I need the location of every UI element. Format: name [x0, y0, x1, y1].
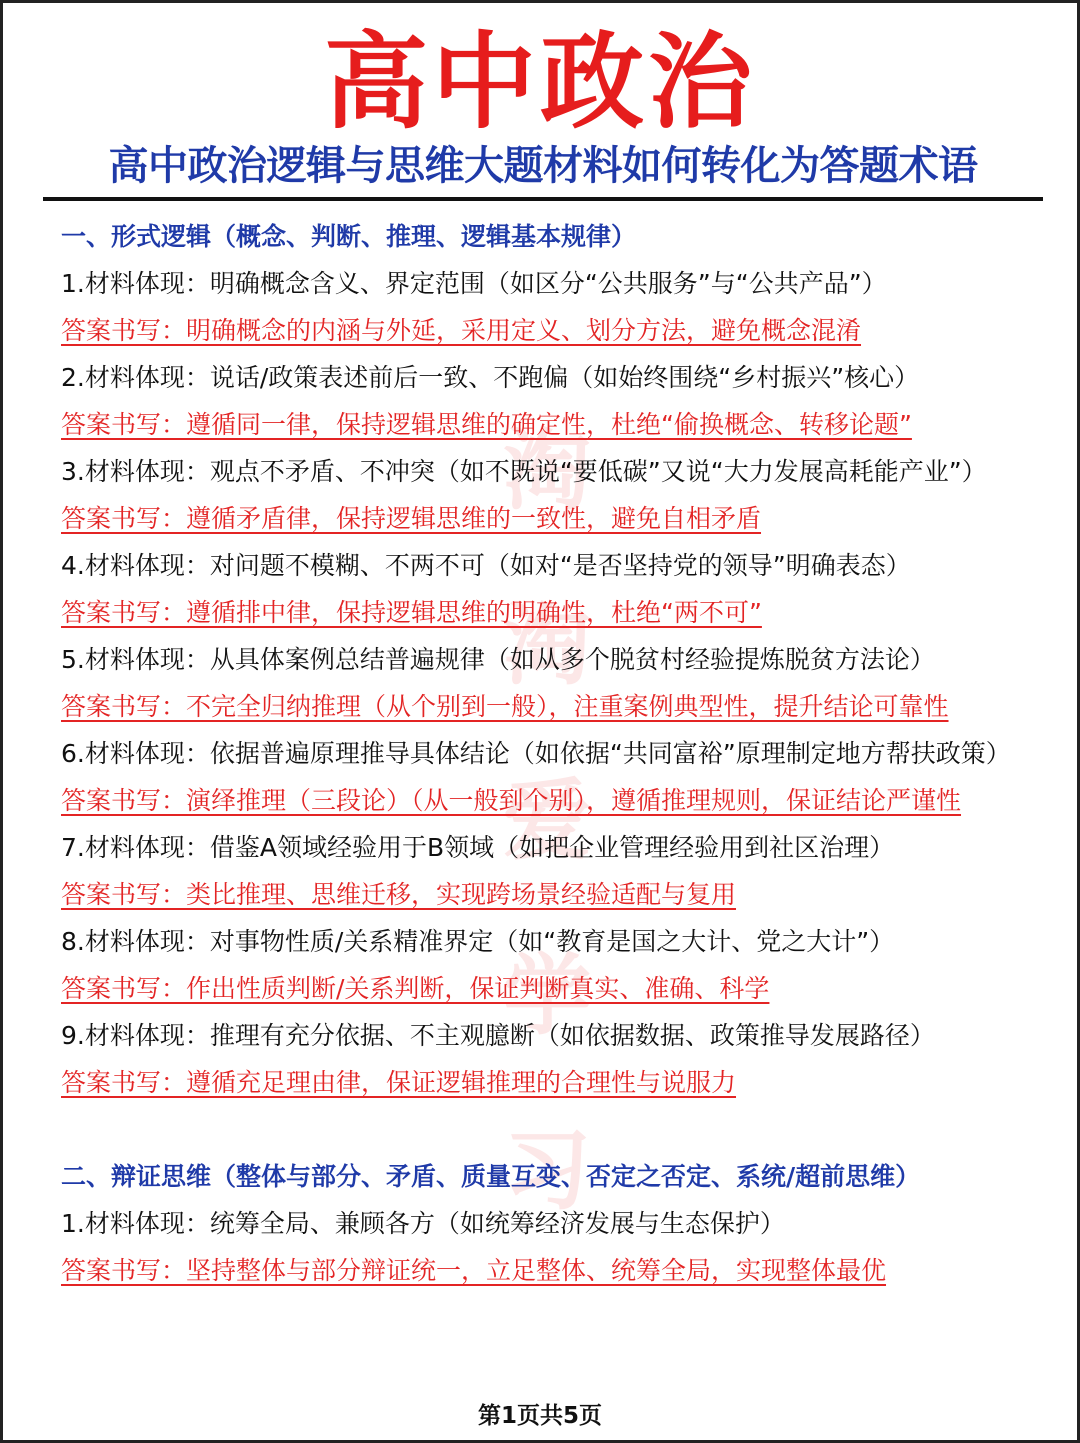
answer-item: [61, 495, 1041, 542]
answer-item: [61, 1247, 1041, 1294]
answer-item: [61, 307, 1041, 354]
section-heading-dialectical-thinking: 二、辩证思维（整体与部分、矛盾、质量互变、否定之否定、系统/超前思维）: [61, 1162, 921, 1191]
material-item: 2.材料体现：说话/政策表述前后一致、不跑偏（如始终围绕“乡村振兴”核心）: [61, 363, 920, 392]
material-item: 6.材料体现：依据普遍原理推导具体结论（如依据“共同富裕”原理制定地方帮扶政策）: [61, 739, 1011, 768]
answer-text: 答案书写：类比推理、思维迁移，实现跨场景经验适配与复用: [61, 880, 737, 909]
answer-item: [61, 589, 1041, 636]
material-item: 9.材料体现：推理有充分依据、不主观臆断（如依据数据、政策推导发展路径）: [61, 1021, 935, 1050]
answer-text: 答案书写：明确概念的内涵与外延，采用定义、划分方法，避免概念混淆: [61, 316, 862, 345]
answer-text: 答案书写：遵循充足理由律，保证逻辑推理的合理性与说服力: [61, 1068, 737, 1097]
answer-item: [61, 683, 1041, 730]
watermark-char: 爱: [503, 769, 592, 872]
answer-text: 答案书写：不完全归纳推理（从个别到一般），注重案例典型性，提升结论可靠性: [61, 692, 949, 721]
material-item: 8.材料体现：对事物性质/关系精准界定（如“教育是国之大计、党之大计”）: [61, 927, 895, 956]
page-subtitle: 高中政治逻辑与思维大题材料如何转化为答题术语: [43, 141, 1043, 201]
material-item: 7.材料体现：借鉴A领域经验用于B领域（如把企业管理经验用到社区治理）: [61, 833, 895, 862]
watermark-char: 淘: [503, 594, 592, 697]
section-heading-formal-logic: 一、形式逻辑（概念、判断、推理、逻辑基本规律）: [61, 222, 637, 251]
answer-text: 答案书写：遵循矛盾律，保持逻辑思维的一致性，避免自相矛盾: [61, 504, 762, 533]
content-body: [61, 213, 1041, 1294]
material-item: 1.材料体现：明确概念含义、界定范围（如区分“公共服务”与“公共产品”）: [61, 269, 887, 298]
answer-text: 答案书写：演绎推理（三段论）（从一般到个别），遵循推理规则，保证结论严谨性: [61, 786, 962, 815]
material-item: 1.材料体现：统筹全局、兼顾各方（如统筹经济发展与生态保护）: [61, 1209, 785, 1238]
answer-item: [61, 965, 1041, 1012]
answer-text: 答案书写：遵循同一律，保持逻辑思维的确定性，杜绝“偷换概念、转移论题”: [61, 410, 912, 439]
section-spacer: [61, 1106, 1041, 1153]
watermark-char: 淘: [503, 419, 592, 522]
watermark-char: 学: [503, 944, 592, 1047]
answer-item: [61, 871, 1041, 918]
answer-text: 答案书写：作出性质判断/关系判断，保证判断真实、准确、科学: [61, 974, 770, 1003]
answer-text: 答案书写：坚持整体与部分辩证统一，立足整体、统筹全局，实现整体最优: [61, 1256, 887, 1285]
material-item: 4.材料体现：对问题不模糊、不两不可（如对“是否坚持党的领导”明确表态）: [61, 551, 911, 580]
watermark-char: 习: [503, 1119, 592, 1222]
answer-item: [61, 401, 1041, 448]
page-number: 第1页共5页: [477, 1403, 602, 1429]
answer-text: 答案书写：遵循排中律，保持逻辑思维的明确性，杜绝“两不可”: [61, 598, 762, 627]
answer-item: [61, 1059, 1041, 1106]
answer-item: [61, 777, 1041, 824]
page-title: 高中政治: [323, 21, 756, 143]
material-item: 3.材料体现：观点不矛盾、不冲突（如不既说“要低碳”又说“大力发展高耗能产业”）: [61, 457, 987, 486]
material-item: 5.材料体现：从具体案例总结普遍规律（如从多个脱贫村经验提炼脱贫方法论）: [61, 645, 935, 674]
